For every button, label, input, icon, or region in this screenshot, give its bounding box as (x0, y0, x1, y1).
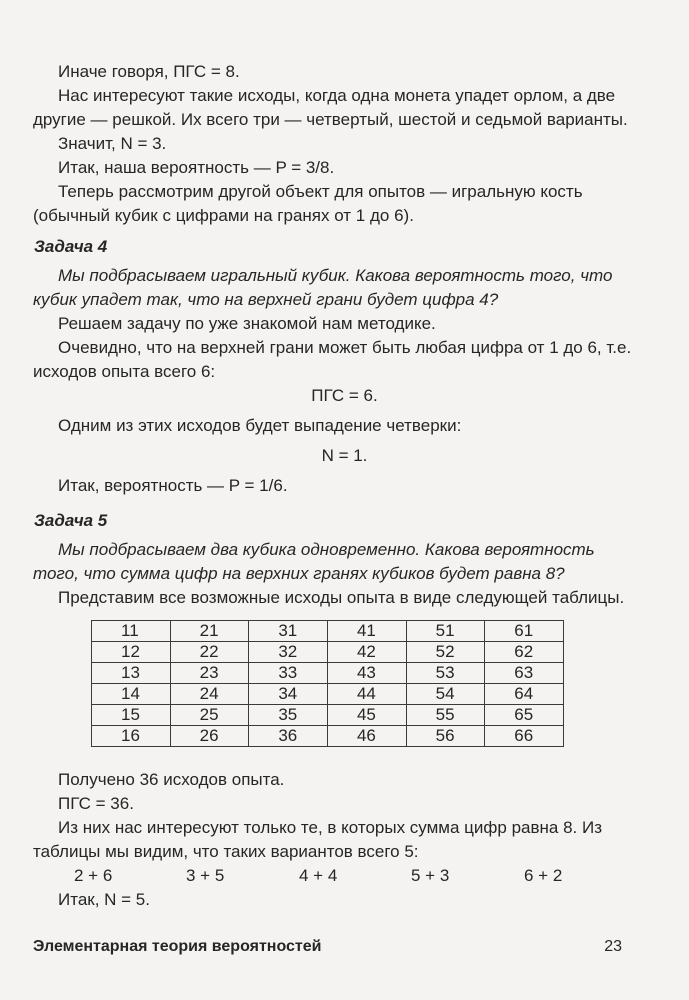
sum-variant: 2 + 6 (74, 866, 113, 885)
task4-question-line2: кубик упадет так, что на верхней грани будет цифра 4? (33, 290, 499, 309)
task5-heading: Задача 5 (34, 511, 108, 530)
table-cell: 11 (92, 621, 171, 642)
task4-probability: Итак, вероятность — P = 1/6. (58, 476, 288, 495)
paragraph-pgs-8: Иначе говоря, ПГС = 8. (58, 62, 240, 81)
table-row (92, 621, 564, 642)
task5-interest-line2: таблицы мы видим, что таких вариантов всего 5: (33, 842, 419, 861)
paragraph-probability-3-8: Итак, наша вероятность — P = 3/8. (58, 158, 335, 177)
table-cell: 12 (92, 642, 171, 663)
table-cell: 16 (92, 726, 171, 747)
table-cell: 33 (249, 663, 328, 684)
task5-n-5: Итак, N = 5. (58, 890, 150, 909)
table-cell: 23 (170, 663, 249, 684)
table-cell: 26 (170, 726, 249, 747)
table-cell: 61 (485, 621, 564, 642)
task5-table-intro: Представим все возможные исходы опыта в виде следующей таблицы. (58, 588, 625, 607)
outcomes-table (91, 620, 564, 747)
task5-question-line2: того, что сумма цифр на верхних гранях кубиков будет равна 8? (33, 564, 565, 583)
task5-interest-line1: Из них нас интересуют только те, в которых сумма цифр равна 8. Из (58, 818, 602, 837)
table-row (92, 726, 564, 747)
table-row (92, 642, 564, 663)
table-cell: 31 (249, 621, 328, 642)
table-cell: 66 (485, 726, 564, 747)
table-cell: 53 (406, 663, 485, 684)
table-cell: 51 (406, 621, 485, 642)
paragraph-n-3: Значит, N = 3. (58, 134, 167, 153)
task5-36-outcomes: Получено 36 исходов опыта. (58, 770, 285, 789)
table-cell: 15 (92, 705, 171, 726)
table-cell: 62 (485, 642, 564, 663)
table-cell: 25 (170, 705, 249, 726)
table-cell: 32 (249, 642, 328, 663)
task4-obvious-line1: Очевидно, что на верхней грани может быть любая цифра от 1 до 6, т.е. (58, 338, 632, 357)
running-footer-title: Элементарная теория вероятностей (33, 938, 322, 955)
task4-obvious-line2: исходов опыта всего 6: (33, 362, 216, 381)
table-cell: 41 (327, 621, 406, 642)
table-cell: 55 (406, 705, 485, 726)
table-cell: 14 (92, 684, 171, 705)
paragraph-outcomes-line2: другие — решкой. Их всего три — четвертый, шестой и седьмой варианты. (33, 110, 628, 129)
task4-question-line1: Мы подбрасываем игральный кубик. Какова вероятность того, что (58, 266, 613, 285)
task4-four-outcome: Одним из этих исходов будет выпадение четверки: (58, 416, 462, 435)
paragraph-dice-intro-line2: (обычный кубик с цифрами на гранях от 1 до 6). (33, 206, 414, 225)
sum-variant: 5 + 3 (411, 866, 450, 885)
sum-variants-row (60, 864, 600, 888)
table-cell: 24 (170, 684, 249, 705)
task4-formula-n: N = 1. (321, 446, 368, 465)
table-cell: 64 (485, 684, 564, 705)
table-cell: 21 (170, 621, 249, 642)
table-cell: 65 (485, 705, 564, 726)
table-row (92, 705, 564, 726)
sum-variant: 4 + 4 (299, 866, 338, 885)
table-cell: 52 (406, 642, 485, 663)
sum-variant: 3 + 5 (186, 866, 225, 885)
sum-variant: 6 + 2 (524, 866, 563, 885)
paragraph-outcomes-line1: Нас интересуют такие исходы, когда одна монета упадет орлом, а две (58, 86, 616, 105)
page-number: 23 (604, 938, 622, 955)
task4-heading: Задача 4 (34, 237, 108, 256)
table-cell: 13 (92, 663, 171, 684)
table-cell: 36 (249, 726, 328, 747)
table-cell: 45 (327, 705, 406, 726)
table-cell: 46 (327, 726, 406, 747)
table-cell: 43 (327, 663, 406, 684)
table-cell: 35 (249, 705, 328, 726)
paragraph-dice-intro-line1: Теперь рассмотрим другой объект для опытов — игральную кость (58, 182, 583, 201)
table-cell: 34 (249, 684, 328, 705)
table-row (92, 663, 564, 684)
table-cell: 56 (406, 726, 485, 747)
table-cell: 42 (327, 642, 406, 663)
table-cell: 44 (327, 684, 406, 705)
table-cell: 54 (406, 684, 485, 705)
table-row (92, 684, 564, 705)
task5-question-line1: Мы подбрасываем два кубика одновременно. Какова вероятность (58, 540, 595, 559)
task4-formula-pgs: ПГС = 6. (311, 386, 378, 405)
task4-method: Решаем задачу по уже знакомой нам методике. (58, 314, 436, 333)
task5-pgs-36: ПГС = 36. (58, 794, 134, 813)
table-cell: 63 (485, 663, 564, 684)
table-cell: 22 (170, 642, 249, 663)
